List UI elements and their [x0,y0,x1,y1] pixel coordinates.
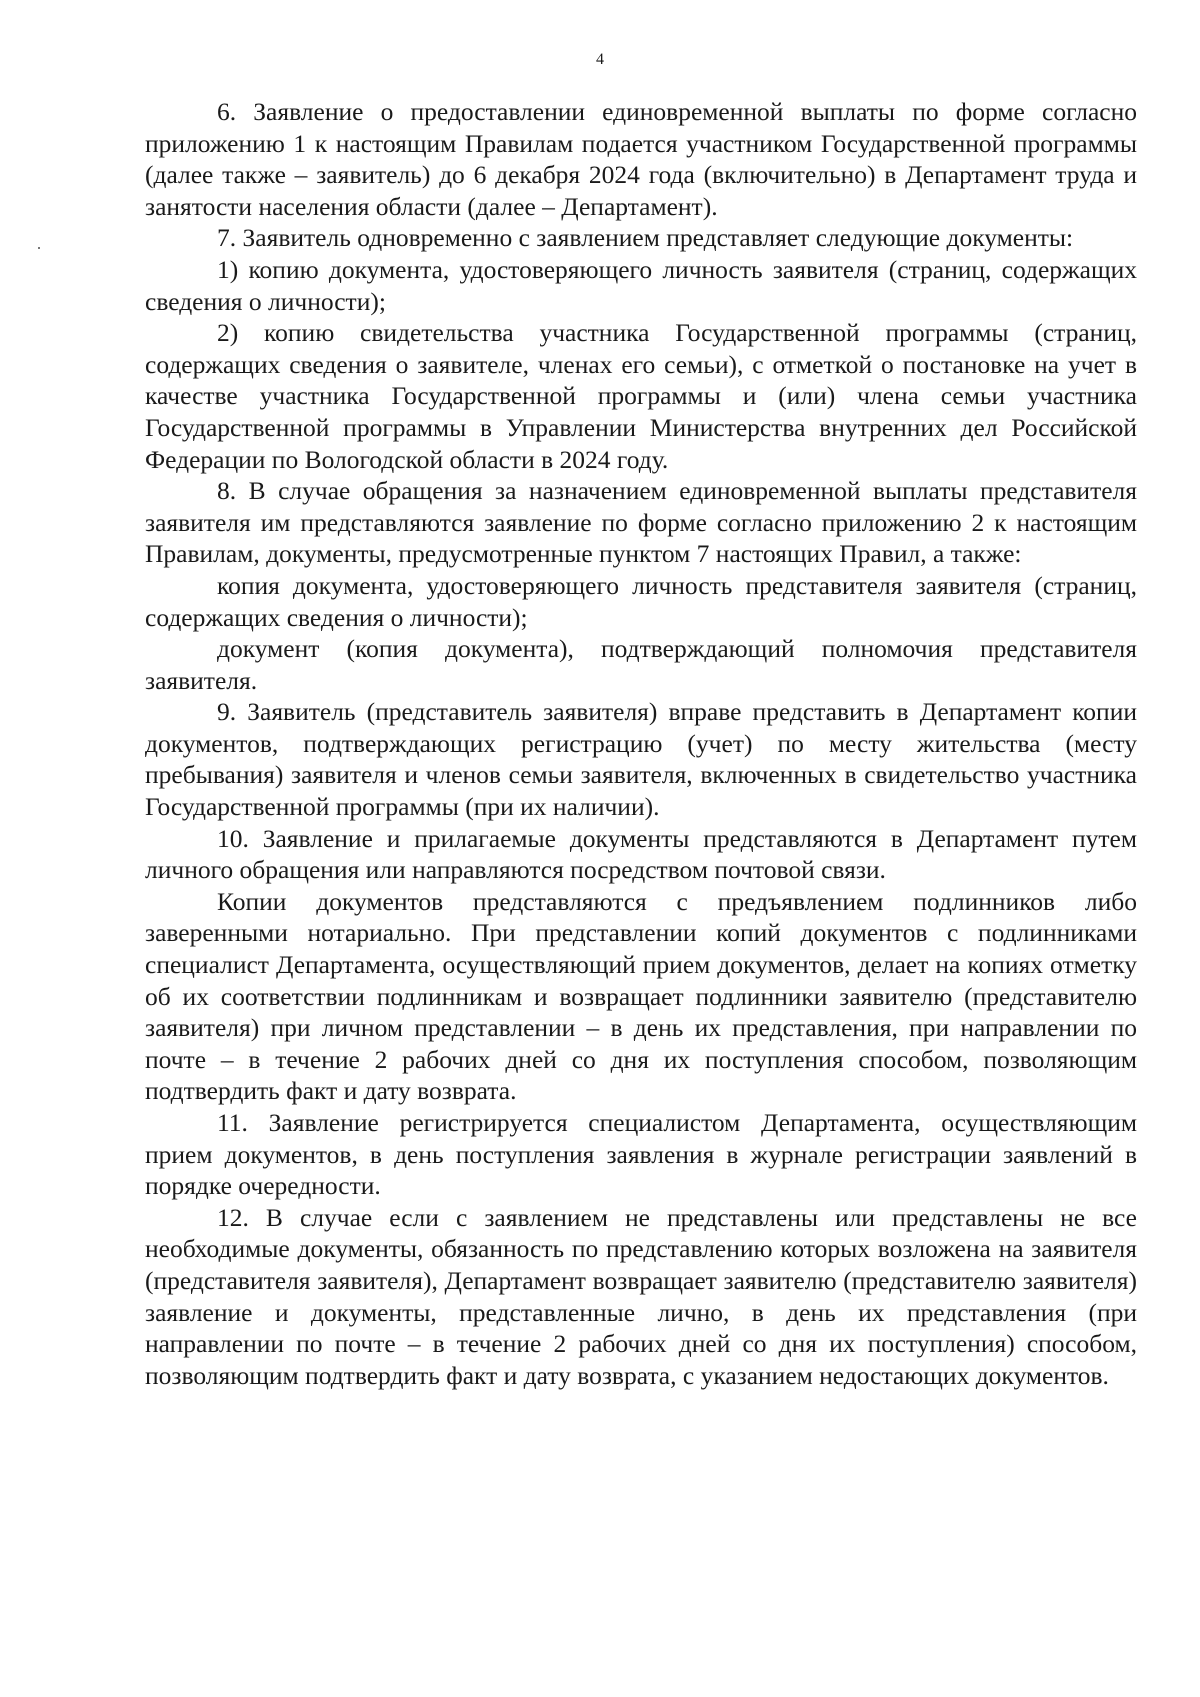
paragraph-7-item-2: 2) копию свидетельства участника Государственной программы (страниц, содержащих сведения о заявителе, членах его семьи), с отметкой о постановке на учет в качестве участника Государственной программы и (или) члена семьи участника Государственной программы в Управлении Министерства внутренних дел Российской Федерации по Вологодской области в 2024 году. [145,318,1137,474]
paragraph-12: 12. В случае если с заявлением не представлены или представлены не все необходимые документы, обязанность по представлению которых возложена на заявителя (представителя заявителя), Департамент возвращает заявителю (представителю заявителя) заявление и документы, представленные лично, в день их представления (при направлении по почте – в течение 2 рабочих дней со дня их поступления) способом, позволяющим подтвердить факт и дату возврата, с указанием недостающих документов. [145,1202,1137,1390]
paragraph-6: 6. Заявление о предоставлении единовременной выплаты по форме согласно приложению 1 к настоящим Правилам подается участником Государственной программы (далее также – заявитель) до 6 декабря 2024 года (включительно) в Департамент труда и занятости населения области (далее – Департамент). [145,97,1137,221]
paragraph-10-copies: Копии документов представляются с предъявлением подлинников либо заверенными нотариально. При представлении копий документов с подлинниками специалист Департамента, осуществляющий прием документов, делает на копиях отметку об их соответствии подлинникам и возвращает подлинники заявителю (представителю заявителя) при личном представлении – в день их представления, при направлении по почте – в течение 2 рабочих дней со дня их поступления способом, позволяющим подтвердить факт и дату возврата. [145,886,1137,1106]
paragraph-8-item-2: документ (копия документа), подтверждающий полномочия представителя заявителя. [145,634,1137,695]
document-body [145,96,1137,1391]
paragraph-7: 7. Заявитель одновременно с заявлением представляет следующие документы: [217,223,1074,253]
page-number: 4 [596,51,604,68]
paragraph-8-item-1: копия документа, удостоверяющего личность представителя заявителя (страниц, содержащих сведения о личности); [145,570,1137,632]
paragraph-10: 10. Заявление и прилагаемые документы представляются в Департамент путем личного обращения или направляются посредством почтовой связи. [145,823,1137,885]
margin-mark [38,247,40,249]
paragraph-7-item-1: 1) копию документа, удостоверяющего личность заявителя (страниц, содержащих сведения о личности); [145,254,1137,316]
paragraph-11: 11. Заявление регистрируется специалистом Департамента, осуществляющим прием документов, в день поступления заявления в журнале регистрации заявлений в порядке очередности. [145,1108,1137,1201]
paragraph-8: 8. В случае обращения за назначением единовременной выплаты представителя заявителя им представляются заявление по форме согласно приложению 2 к настоящим Правилам, документы, предусмотренные пунктом 7 настоящих Правил, а также: [145,476,1137,569]
paragraph-9: 9. Заявитель (представитель заявителя) вправе представить в Департамент копии документов, подтверждающих регистрацию (учет) по месту жительства (месту пребывания) заявителя и членов семьи заявителя, включенных в свидетельство участника Государственной программы (при их наличии). [145,697,1137,822]
